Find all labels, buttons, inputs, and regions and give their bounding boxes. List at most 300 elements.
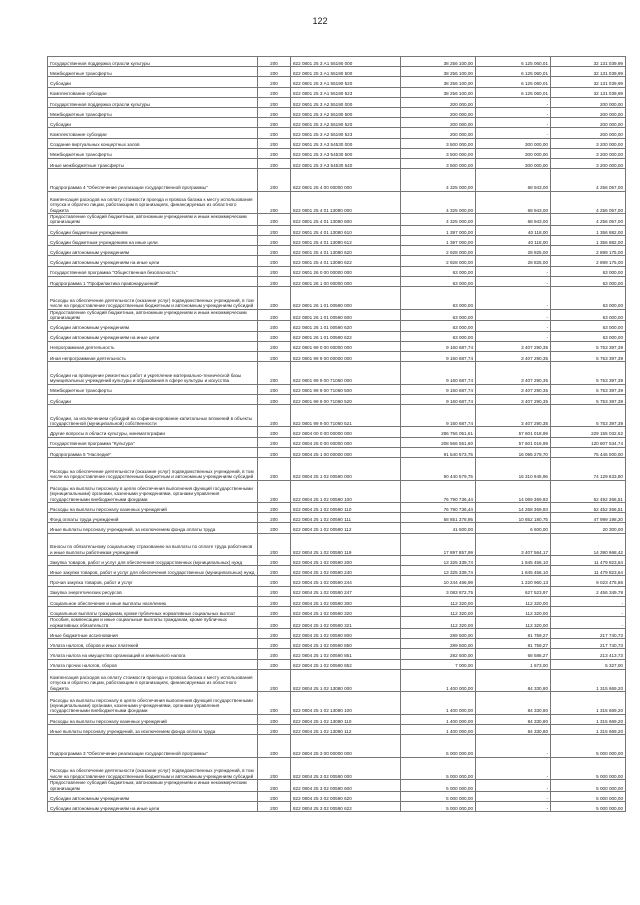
table-row bbox=[48, 309, 626, 321]
row-name-cell: Расходы на выплаты персоналу в целях обеспечения выполнения функций государственными (муниципальными) органами, казенными учреждениями, органами управления государственными внебюджетными фондами bbox=[48, 692, 258, 715]
table-row bbox=[48, 118, 626, 128]
table-row bbox=[48, 97, 626, 107]
row-classification-code-cell: 822 0804 25 1 02 00590 200 bbox=[291, 556, 401, 566]
row-executed-amount-cell: 300 000,00 bbox=[476, 158, 551, 168]
row-executed-amount-cell: 16 095 279,70 bbox=[476, 447, 551, 457]
row-name-cell: Межбюджетные трансферты bbox=[48, 148, 258, 158]
row-name-cell: Субсидии автономным учреждениям на иные цели bbox=[48, 331, 258, 341]
row-executed-amount-cell: 3 407 290,35 bbox=[476, 404, 551, 427]
row-name-cell: Субсидии автономным учреждениям bbox=[48, 791, 258, 801]
row-executed-amount-cell: - bbox=[476, 791, 551, 801]
row-name-cell: Уплата налогов, сборов и иных платежей bbox=[48, 639, 258, 649]
row-unexecuted-amount-cell: 11 479 823,64 bbox=[551, 566, 626, 576]
row-line-code-cell: 200 bbox=[258, 351, 291, 361]
row-classification-code-cell: 822 0801 99 9 00 00000 000 bbox=[291, 351, 401, 361]
row-unexecuted-amount-cell: 2 456 349,78 bbox=[551, 586, 626, 596]
table-row bbox=[48, 513, 626, 523]
row-classification-code-cell: 822 0801 25 3 А3 54530 000 bbox=[291, 138, 401, 148]
row-approved-amount-cell: 5 000 000,00 bbox=[401, 791, 476, 801]
row-executed-amount-cell: - bbox=[476, 97, 551, 107]
row-line-code-cell: 200 bbox=[258, 118, 291, 128]
row-classification-code-cell: 822 0801 26 1 01 00590 620 bbox=[291, 321, 401, 331]
row-executed-amount-cell: 1 845 456,10 bbox=[476, 556, 551, 566]
row-line-code-cell: 200 bbox=[258, 331, 291, 341]
row-name-cell: Субсидии bbox=[48, 77, 258, 87]
row-approved-amount-cell: 41 500,00 bbox=[401, 523, 476, 533]
row-approved-amount-cell: 3 500 000,00 bbox=[401, 158, 476, 168]
table-row bbox=[48, 607, 626, 617]
row-name-cell: Субсидии на проведение ремонтных работ и укрепление материально-технической базы муниципальных учреждений культуры и образования в сфере культуры и искусства bbox=[48, 362, 258, 385]
row-classification-code-cell: 822 0804 25 1 02 13080 112 bbox=[291, 724, 401, 734]
row-classification-code-cell: 822 0804 25 1 02 00590 111 bbox=[291, 513, 401, 523]
row-classification-code-cell: 822 0801 25 3 А1 55190 000 bbox=[291, 57, 401, 67]
row-line-code-cell: 200 bbox=[258, 236, 291, 246]
row-line-code-cell: 200 bbox=[258, 107, 291, 117]
row-approved-amount-cell: 4 325 000,00 bbox=[401, 214, 476, 226]
row-unexecuted-amount-cell: 1 315 669,20 bbox=[551, 692, 626, 715]
row-classification-code-cell: 822 0801 25 4 01 13080 620 bbox=[291, 246, 401, 256]
row-executed-amount-cell: 6 125 060,01 bbox=[476, 77, 551, 87]
row-unexecuted-amount-cell: 11 479 823,64 bbox=[551, 556, 626, 566]
row-classification-code-cell: 822 0804 25 1 02 13080 110 bbox=[291, 714, 401, 724]
row-name-cell: Иные выплаты персоналу учреждений, за исключением фонда оплаты труда bbox=[48, 523, 258, 533]
row-line-code-cell: 200 bbox=[258, 77, 291, 87]
row-name-cell: Субсидии автономным учреждениям bbox=[48, 246, 258, 256]
row-classification-code-cell: 822 0801 25 4 01 13080 622 bbox=[291, 256, 401, 266]
row-approved-amount-cell: 5 000 000,00 bbox=[401, 757, 476, 780]
row-classification-code-cell: 822 0801 25 3 А2 55190 523 bbox=[291, 128, 401, 138]
row-name-cell: Иные бюджетные ассигнования bbox=[48, 629, 258, 639]
row-approved-amount-cell: 76 790 736,44 bbox=[401, 503, 476, 513]
row-executed-amount-cell: - bbox=[476, 780, 551, 792]
row-executed-amount-cell: 84 330,80 bbox=[476, 714, 551, 724]
table-row bbox=[48, 437, 626, 447]
row-classification-code-cell: 822 0804 25 1 02 00590 851 bbox=[291, 649, 401, 659]
row-unexecuted-amount-cell: 62 492 366,51 bbox=[551, 480, 626, 503]
row-line-code-cell: 200 bbox=[258, 309, 291, 321]
row-unexecuted-amount-cell: 5 753 397,39 bbox=[551, 362, 626, 385]
table-row bbox=[48, 480, 626, 503]
row-executed-amount-cell: 6 600,00 bbox=[476, 523, 551, 533]
row-executed-amount-cell: - bbox=[476, 331, 551, 341]
row-executed-amount-cell: 1 673,00 bbox=[476, 659, 551, 669]
row-classification-code-cell: 822 0801 25 3 А2 55190 520 bbox=[291, 118, 401, 128]
table-row bbox=[48, 576, 626, 586]
row-classification-code-cell: 822 0801 99 0 00 00000 000 bbox=[291, 341, 401, 351]
row-unexecuted-amount-cell: 2 899 175,00 bbox=[551, 256, 626, 266]
row-executed-amount-cell: 627 523,97 bbox=[476, 586, 551, 596]
row-executed-amount-cell: 3 407 290,35 bbox=[476, 394, 551, 404]
row-executed-amount-cell: 14 268 369,93 bbox=[476, 503, 551, 513]
row-approved-amount-cell: 3 500 000,00 bbox=[401, 138, 476, 148]
row-approved-amount-cell: 58 851 378,95 bbox=[401, 513, 476, 523]
row-line-code-cell: 200 bbox=[258, 225, 291, 235]
row-unexecuted-amount-cell: 63 000,00 bbox=[551, 276, 626, 286]
row-approved-amount-cell: 2 928 000,00 bbox=[401, 256, 476, 266]
row-name-cell: Государственная поддержка отрасли культуры bbox=[48, 57, 258, 67]
row-unexecuted-amount-cell: 4 256 057,00 bbox=[551, 214, 626, 226]
row-approved-amount-cell: 17 897 857,99 bbox=[401, 533, 476, 556]
table-row bbox=[48, 331, 626, 341]
row-approved-amount-cell: 286 756 051,61 bbox=[401, 427, 476, 437]
row-line-code-cell: 200 bbox=[258, 276, 291, 286]
row-line-code-cell: 200 bbox=[258, 596, 291, 606]
table-row bbox=[48, 394, 626, 404]
table-row bbox=[48, 629, 626, 639]
row-classification-code-cell: 822 0801 25 3 А1 55190 500 bbox=[291, 67, 401, 77]
row-unexecuted-amount-cell: 5 000 000,00 bbox=[551, 791, 626, 801]
row-unexecuted-amount-cell: 5 753 397,39 bbox=[551, 404, 626, 427]
row-classification-code-cell: 822 0804 00 0 00 00000 000 bbox=[291, 427, 401, 437]
row-unexecuted-amount-cell: 5 000 000,00 bbox=[551, 757, 626, 780]
row-name-cell: Иные выплаты персоналу учреждений, за исключением фонда оплаты труда bbox=[48, 724, 258, 734]
row-line-code-cell: 200 bbox=[258, 128, 291, 138]
table-row bbox=[48, 724, 626, 734]
row-name-cell: Компенсация расходов на оплату стоимости проезда и провоза багажа к месту использования отпуска и обратно лицам, работающим в организациях, финансируемых из областного бюджета bbox=[48, 191, 258, 214]
row-approved-amount-cell: 4 325 000,00 bbox=[401, 169, 476, 192]
row-classification-code-cell: 822 0801 25 3 А2 55190 000 bbox=[291, 97, 401, 107]
row-unexecuted-amount-cell: 63 000,00 bbox=[551, 331, 626, 341]
row-classification-code-cell: 822 0804 25 1 02 00590 240 bbox=[291, 566, 401, 576]
row-unexecuted-amount-cell: 32 131 039,99 bbox=[551, 67, 626, 77]
row-approved-amount-cell: 5 000 000,00 bbox=[401, 780, 476, 792]
row-name-cell: Взносы по обязательному социальному страхованию на выплаты по оплате труда работников и иные выплаты работникам учреждений bbox=[48, 533, 258, 556]
row-name-cell: Субсидии автономным учреждениям на иные цели bbox=[48, 256, 258, 266]
row-unexecuted-amount-cell: 1 315 669,20 bbox=[551, 669, 626, 692]
row-approved-amount-cell: 112 320,00 bbox=[401, 607, 476, 617]
row-approved-amount-cell: 200 000,00 bbox=[401, 97, 476, 107]
row-approved-amount-cell: 5 000 000,00 bbox=[401, 802, 476, 812]
row-line-code-cell: 200 bbox=[258, 67, 291, 77]
row-unexecuted-amount-cell: 120 807 534,74 bbox=[551, 437, 626, 447]
table-row bbox=[48, 148, 626, 158]
row-line-code-cell: 200 bbox=[258, 384, 291, 394]
row-name-cell: Пособия, компенсации и иные социальные выплаты гражданам, кроме публичных нормативных обязательств bbox=[48, 617, 258, 629]
row-name-cell: Компенсация расходов на оплату стоимости проезда и провоза багажа к месту использования отпуска и обратно лицам, работающим в организациях, финансируемых из областного бюджета bbox=[48, 669, 258, 692]
row-unexecuted-amount-cell: 5 000 000,00 bbox=[551, 780, 626, 792]
row-name-cell: Межбюджетные трансферты bbox=[48, 107, 258, 117]
row-executed-amount-cell: 112 320,00 bbox=[476, 596, 551, 606]
row-line-code-cell: 200 bbox=[258, 724, 291, 734]
table-row bbox=[48, 351, 626, 361]
row-name-cell: Социальное обеспечение и иные выплаты населению bbox=[48, 596, 258, 606]
row-unexecuted-amount-cell: 1 315 669,20 bbox=[551, 724, 626, 734]
row-line-code-cell: 200 bbox=[258, 214, 291, 226]
table-row bbox=[48, 427, 626, 437]
row-line-code-cell: 200 bbox=[258, 659, 291, 669]
row-name-cell: Субсидии bbox=[48, 394, 258, 404]
row-line-code-cell: 200 bbox=[258, 607, 291, 617]
row-line-code-cell: 200 bbox=[258, 148, 291, 158]
row-executed-amount-cell: - bbox=[476, 309, 551, 321]
row-classification-code-cell: 822 0804 25 1 02 00590 850 bbox=[291, 639, 401, 649]
row-approved-amount-cell: 3 500 000,00 bbox=[401, 148, 476, 158]
row-executed-amount-cell: 6 125 060,01 bbox=[476, 67, 551, 77]
row-approved-amount-cell: 289 500,00 bbox=[401, 639, 476, 649]
row-line-code-cell: 200 bbox=[258, 669, 291, 692]
table-row bbox=[48, 214, 626, 226]
row-executed-amount-cell: 112 320,00 bbox=[476, 617, 551, 629]
table-row bbox=[48, 276, 626, 286]
row-approved-amount-cell: 63 000,00 bbox=[401, 287, 476, 310]
row-line-code-cell: 200 bbox=[258, 362, 291, 385]
table-row bbox=[48, 639, 626, 649]
row-executed-amount-cell: 3 407 290,35 bbox=[476, 351, 551, 361]
row-unexecuted-amount-cell: 3 200 000,00 bbox=[551, 158, 626, 168]
table-row bbox=[48, 362, 626, 385]
row-unexecuted-amount-cell: - bbox=[551, 607, 626, 617]
row-approved-amount-cell: 289 500,00 bbox=[401, 629, 476, 639]
row-line-code-cell: 200 bbox=[258, 321, 291, 331]
row-unexecuted-amount-cell: - bbox=[551, 617, 626, 629]
row-executed-amount-cell: - bbox=[476, 287, 551, 310]
table-row bbox=[48, 169, 626, 192]
row-line-code-cell: 200 bbox=[258, 458, 291, 481]
row-name-cell: Комплектование субсидии bbox=[48, 128, 258, 138]
row-line-code-cell: 200 bbox=[258, 191, 291, 214]
row-approved-amount-cell: 1 397 000,00 bbox=[401, 236, 476, 246]
row-name-cell: Расходы на выплаты персоналу казенных учреждений bbox=[48, 503, 258, 513]
row-unexecuted-amount-cell: 63 000,00 bbox=[551, 309, 626, 321]
table-row bbox=[48, 57, 626, 67]
row-classification-code-cell: 822 0801 26 1 01 00590 622 bbox=[291, 331, 401, 341]
table-row bbox=[48, 714, 626, 724]
row-approved-amount-cell: 63 000,00 bbox=[401, 331, 476, 341]
table-row bbox=[48, 107, 626, 117]
row-approved-amount-cell: 200 000,00 bbox=[401, 107, 476, 117]
row-executed-amount-cell: 57 601 016,99 bbox=[476, 437, 551, 447]
row-classification-code-cell: 822 0804 25 1 02 00590 247 bbox=[291, 586, 401, 596]
row-classification-code-cell: 822 0804 25 1 02 00590 320 bbox=[291, 607, 401, 617]
row-name-cell: Подпрограмма 5 "Наследие" bbox=[48, 447, 258, 457]
row-name-cell: Предоставление субсидий бюджетным, автономным учреждениям и иным некоммерческим организациям bbox=[48, 214, 258, 226]
row-unexecuted-amount-cell: 200 000,00 bbox=[551, 107, 626, 117]
row-unexecuted-amount-cell: 5 753 397,39 bbox=[551, 341, 626, 351]
row-line-code-cell: 200 bbox=[258, 427, 291, 437]
row-executed-amount-cell: 1 220 960,13 bbox=[476, 576, 551, 586]
row-approved-amount-cell: 13 325 339,74 bbox=[401, 566, 476, 576]
row-name-cell: Создание виртуальных концертных залов bbox=[48, 138, 258, 148]
row-unexecuted-amount-cell: 20 300,00 bbox=[551, 523, 626, 533]
row-approved-amount-cell: 63 000,00 bbox=[401, 266, 476, 276]
row-executed-amount-cell: 68 586,27 bbox=[476, 649, 551, 659]
row-line-code-cell: 200 bbox=[258, 649, 291, 659]
table-row bbox=[48, 256, 626, 266]
row-executed-amount-cell: - bbox=[476, 118, 551, 128]
row-unexecuted-amount-cell: 1 356 882,00 bbox=[551, 236, 626, 246]
row-approved-amount-cell: 38 256 100,00 bbox=[401, 67, 476, 77]
row-unexecuted-amount-cell: 1 356 882,00 bbox=[551, 225, 626, 235]
row-name-cell: Непрограммная деятельность bbox=[48, 341, 258, 351]
row-line-code-cell: 200 bbox=[258, 503, 291, 513]
table-row bbox=[48, 617, 626, 629]
row-line-code-cell: 200 bbox=[258, 266, 291, 276]
row-classification-code-cell: 822 0804 25 0 00 00000 000 bbox=[291, 437, 401, 447]
row-executed-amount-cell: 300 000,00 bbox=[476, 138, 551, 148]
row-name-cell: Закупка товаров, работ и услуг для обеспечения государственных (муниципальных) нужд bbox=[48, 556, 258, 566]
row-line-code-cell: 200 bbox=[258, 617, 291, 629]
table-row bbox=[48, 802, 626, 812]
table-row bbox=[48, 523, 626, 533]
row-line-code-cell: 200 bbox=[258, 138, 291, 148]
row-line-code-cell: 200 bbox=[258, 576, 291, 586]
row-executed-amount-cell: 84 330,80 bbox=[476, 692, 551, 715]
row-line-code-cell: 200 bbox=[258, 394, 291, 404]
row-line-code-cell: 200 bbox=[258, 566, 291, 576]
row-executed-amount-cell: 57 601 018,99 bbox=[476, 427, 551, 437]
row-executed-amount-cell: 14 069 369,93 bbox=[476, 480, 551, 503]
row-unexecuted-amount-cell: 32 131 039,99 bbox=[551, 57, 626, 67]
row-approved-amount-cell: 4 325 000,00 bbox=[401, 191, 476, 214]
row-executed-amount-cell: 10 852 180,75 bbox=[476, 513, 551, 523]
row-line-code-cell: 200 bbox=[258, 757, 291, 780]
row-classification-code-cell: 822 0804 25 1 02 13080 100 bbox=[291, 692, 401, 715]
row-unexecuted-amount-cell: 200 000,00 bbox=[551, 118, 626, 128]
row-approved-amount-cell: 112 320,00 bbox=[401, 617, 476, 629]
row-line-code-cell: 200 bbox=[258, 639, 291, 649]
row-name-cell: Предоставление субсидий бюджетным, автономным учреждениям и иным некоммерческим организациям bbox=[48, 309, 258, 321]
row-classification-code-cell: 822 0804 25 3 02 00590 000 bbox=[291, 757, 401, 780]
row-line-code-cell: 200 bbox=[258, 523, 291, 533]
row-name-cell: Субсидии бюджетным учреждениям на иные цели bbox=[48, 236, 258, 246]
row-line-code-cell: 200 bbox=[258, 169, 291, 192]
row-classification-code-cell: 822 0804 25 1 02 00590 244 bbox=[291, 576, 401, 586]
row-executed-amount-cell: 40 118,00 bbox=[476, 236, 551, 246]
row-executed-amount-cell: 81 759,27 bbox=[476, 639, 551, 649]
row-line-code-cell: 200 bbox=[258, 780, 291, 792]
row-unexecuted-amount-cell: 3 200 000,00 bbox=[551, 148, 626, 158]
row-classification-code-cell: 822 0804 25 1 02 00590 100 bbox=[291, 480, 401, 503]
row-line-code-cell: 200 bbox=[258, 629, 291, 639]
row-name-cell: Расходы на выплаты персоналу казенных учреждений bbox=[48, 714, 258, 724]
table-row bbox=[48, 404, 626, 427]
row-classification-code-cell: 822 0801 25 4 01 13080 000 bbox=[291, 191, 401, 214]
row-unexecuted-amount-cell: 213 413,73 bbox=[551, 649, 626, 659]
table-row bbox=[48, 735, 626, 758]
row-executed-amount-cell: 1 845 456,10 bbox=[476, 566, 551, 576]
row-name-cell: Иные закупки товаров, работ и услуг для обеспечения государственных (муниципальных) нужд bbox=[48, 566, 258, 576]
row-unexecuted-amount-cell: 200 000,00 bbox=[551, 97, 626, 107]
table-row bbox=[48, 341, 626, 351]
row-executed-amount-cell: 40 118,00 bbox=[476, 225, 551, 235]
row-name-cell: Фонд оплаты труда учреждений bbox=[48, 513, 258, 523]
row-unexecuted-amount-cell: 229 155 032,62 bbox=[551, 427, 626, 437]
row-classification-code-cell: 822 0804 25 1 02 00590 800 bbox=[291, 629, 401, 639]
row-unexecuted-amount-cell: 5 753 397,39 bbox=[551, 394, 626, 404]
row-unexecuted-amount-cell: 3 200 000,00 bbox=[551, 138, 626, 148]
row-executed-amount-cell: - bbox=[476, 128, 551, 138]
row-line-code-cell: 200 bbox=[258, 404, 291, 427]
row-line-code-cell: 200 bbox=[258, 586, 291, 596]
row-name-cell: Субсидии автономным учреждениям на иные цели bbox=[48, 802, 258, 812]
row-classification-code-cell: 822 0801 25 4 00 00000 000 bbox=[291, 169, 401, 192]
row-classification-code-cell: 822 0801 99 9 00 71060 520 bbox=[291, 394, 401, 404]
row-approved-amount-cell: 208 566 551,60 bbox=[401, 437, 476, 447]
row-classification-code-cell: 822 0801 25 3 А2 55190 500 bbox=[291, 107, 401, 117]
row-name-cell: Подпрограмма 4 "Обеспечение реализации государственной программы" bbox=[48, 169, 258, 192]
row-approved-amount-cell: 3 083 872,75 bbox=[401, 586, 476, 596]
row-unexecuted-amount-cell: 1 315 669,20 bbox=[551, 714, 626, 724]
row-approved-amount-cell: 9 160 687,74 bbox=[401, 362, 476, 385]
row-name-cell: Расходы на обеспечение деятельности (оказание услуг) подведомственных учреждений, в том числе на предоставление государственным бюджетным и автономным учреждениям субсидий bbox=[48, 757, 258, 780]
row-executed-amount-cell: 68 943,00 bbox=[476, 191, 551, 214]
row-unexecuted-amount-cell: 4 256 057,00 bbox=[551, 191, 626, 214]
budget-table bbox=[47, 56, 626, 812]
row-line-code-cell: 200 bbox=[258, 791, 291, 801]
row-approved-amount-cell: 63 000,00 bbox=[401, 276, 476, 286]
table-row bbox=[48, 791, 626, 801]
row-unexecuted-amount-cell: 63 000,00 bbox=[551, 287, 626, 310]
row-line-code-cell: 200 bbox=[258, 533, 291, 556]
table-row bbox=[48, 266, 626, 276]
row-classification-code-cell: 822 0801 26 1 00 00000 000 bbox=[291, 276, 401, 286]
row-classification-code-cell: 822 0804 25 3 02 00590 620 bbox=[291, 791, 401, 801]
row-classification-code-cell: 822 0801 25 4 01 13080 610 bbox=[291, 225, 401, 235]
row-name-cell: Иные межбюджетные трансферты bbox=[48, 158, 258, 168]
row-unexecuted-amount-cell: 63 000,00 bbox=[551, 266, 626, 276]
row-name-cell: Иная непрограммная деятельность bbox=[48, 351, 258, 361]
row-classification-code-cell: 822 0801 25 3 А1 55190 523 bbox=[291, 87, 401, 97]
row-name-cell: Уплата налога на имущество организаций и земельного налога bbox=[48, 649, 258, 659]
row-classification-code-cell: 822 0801 99 9 00 71060 000 bbox=[291, 362, 401, 385]
table-row bbox=[48, 586, 626, 596]
row-executed-amount-cell: - bbox=[476, 276, 551, 286]
row-classification-code-cell: 822 0804 25 1 02 00590 852 bbox=[291, 659, 401, 669]
row-classification-code-cell: 822 0804 25 3 00 00000 000 bbox=[291, 735, 401, 758]
table-row bbox=[48, 780, 626, 792]
row-name-cell: Комплектование субсидии bbox=[48, 87, 258, 97]
table-row bbox=[48, 77, 626, 87]
row-classification-code-cell: 822 0801 99 9 00 71060 500 bbox=[291, 384, 401, 394]
row-unexecuted-amount-cell: 217 740,73 bbox=[551, 639, 626, 649]
row-executed-amount-cell: 68 943,00 bbox=[476, 214, 551, 226]
table-row bbox=[48, 458, 626, 481]
table-row bbox=[48, 128, 626, 138]
row-unexecuted-amount-cell: 5 000 000,00 bbox=[551, 735, 626, 758]
row-name-cell: Закупка энергетических ресурсов bbox=[48, 586, 258, 596]
row-executed-amount-cell: - bbox=[476, 802, 551, 812]
row-approved-amount-cell: 91 540 573,75 bbox=[401, 447, 476, 457]
table-row bbox=[48, 533, 626, 556]
row-name-cell: Подпрограмма 3 "Обеспечение реализации государственной программы" bbox=[48, 735, 258, 758]
row-unexecuted-amount-cell: 217 740,73 bbox=[551, 629, 626, 639]
row-name-cell: Другие вопросы в области культуры, кинематографии bbox=[48, 427, 258, 437]
row-line-code-cell: 200 bbox=[258, 714, 291, 724]
row-unexecuted-amount-cell: 32 131 039,99 bbox=[551, 87, 626, 97]
row-unexecuted-amount-cell: 200 000,00 bbox=[551, 128, 626, 138]
row-classification-code-cell: 822 0801 25 4 01 13080 612 bbox=[291, 236, 401, 246]
row-executed-amount-cell: - bbox=[476, 107, 551, 117]
row-line-code-cell: 200 bbox=[258, 480, 291, 503]
row-unexecuted-amount-cell: 2 899 175,00 bbox=[551, 246, 626, 256]
row-name-cell: Государственная программа "Общественная безопасность" bbox=[48, 266, 258, 276]
row-name-cell: Уплата прочих налогов, сборов bbox=[48, 659, 258, 669]
row-approved-amount-cell: 1 397 000,00 bbox=[401, 225, 476, 235]
table-row bbox=[48, 158, 626, 168]
row-unexecuted-amount-cell: 14 390 968,42 bbox=[551, 533, 626, 556]
row-name-cell: Субсидии bbox=[48, 118, 258, 128]
row-approved-amount-cell: 9 160 687,74 bbox=[401, 394, 476, 404]
row-approved-amount-cell: 76 790 736,44 bbox=[401, 480, 476, 503]
row-executed-amount-cell: - bbox=[476, 266, 551, 276]
row-line-code-cell: 200 bbox=[258, 802, 291, 812]
page-number: 122 bbox=[312, 16, 328, 26]
row-name-cell: Субсидии, за исключением субсидий на софинансирование капитальных вложений в объекты государственной (муниципальной) собственности bbox=[48, 404, 258, 427]
row-classification-code-cell: 822 0801 25 4 01 13080 600 bbox=[291, 214, 401, 226]
row-approved-amount-cell: 9 160 687,74 bbox=[401, 404, 476, 427]
row-approved-amount-cell: 200 000,00 bbox=[401, 128, 476, 138]
row-classification-code-cell: 822 0801 25 3 А1 55190 520 bbox=[291, 77, 401, 87]
